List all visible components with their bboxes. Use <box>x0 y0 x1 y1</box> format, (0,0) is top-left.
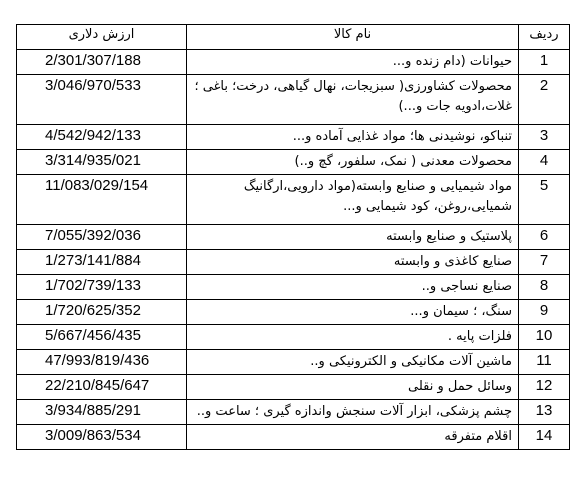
row-number: 6 <box>519 225 570 250</box>
item-name: اقلام متفرقه <box>187 425 519 450</box>
item-name: محصولات معدنی ( نمک، سلفور، گچ و..) <box>187 150 519 175</box>
dollar-value: 3/314/935/021 <box>17 150 187 175</box>
row-number: 10 <box>519 325 570 350</box>
item-name: پلاستیک و صنایع وابسته <box>187 225 519 250</box>
row-number: 2 <box>519 75 570 125</box>
dollar-value: 5/667/456/435 <box>17 325 187 350</box>
table-header-row <box>17 25 570 50</box>
table-row <box>17 325 570 350</box>
row-number: 9 <box>519 300 570 325</box>
row-number: 5 <box>519 175 570 225</box>
item-name: فلزات پایه . <box>187 325 519 350</box>
table-row <box>17 150 570 175</box>
export-value-table <box>16 24 570 450</box>
item-name: صنایع کاغذی و وابسته <box>187 250 519 275</box>
item-name: صنایع نساجی و.. <box>187 275 519 300</box>
table-row <box>17 50 570 75</box>
dollar-value: 1/720/625/352 <box>17 300 187 325</box>
row-number: 1 <box>519 50 570 75</box>
row-number: 11 <box>519 350 570 375</box>
dollar-value: 47/993/819/436 <box>17 350 187 375</box>
table-row <box>17 375 570 400</box>
item-name: تنباکو، نوشیدنی ها؛ مواد غذایی آماده و... <box>187 125 519 150</box>
header-dollar-value: ارزش دلاری <box>17 25 187 50</box>
table-row <box>17 225 570 250</box>
dollar-value: 1/702/739/133 <box>17 275 187 300</box>
item-name: ماشین آلات مکانیکی و الکترونیکی و.. <box>187 350 519 375</box>
dollar-value: 11/083/029/154 <box>17 175 187 225</box>
table-row <box>17 275 570 300</box>
row-number: 8 <box>519 275 570 300</box>
dollar-value: 4/542/942/133 <box>17 125 187 150</box>
table-row <box>17 300 570 325</box>
item-name: محصولات کشاورزی( سبزیجات، نهال گیاهی، درخت؛ باغی ؛ غلات،ادویه جات و...) <box>187 75 519 125</box>
dollar-value: 1/273/141/884 <box>17 250 187 275</box>
table-row <box>17 350 570 375</box>
table-row <box>17 75 570 125</box>
item-name: مواد شیمیایی و صنایع وابسته(مواد دارویی،ارگانیگ شمیایی،روغن، کود شیمایی و... <box>187 175 519 225</box>
table-row <box>17 250 570 275</box>
row-number: 4 <box>519 150 570 175</box>
table-row <box>17 175 570 225</box>
table-row <box>17 425 570 450</box>
row-number: 7 <box>519 250 570 275</box>
item-name: سنگ، ؛ سیمان و... <box>187 300 519 325</box>
dollar-value: 2/301/307/188 <box>17 50 187 75</box>
dollar-value: 22/210/845/647 <box>17 375 187 400</box>
header-item-name: نام کالا <box>187 25 519 50</box>
item-name: حیوانات (دام زنده و... <box>187 50 519 75</box>
item-name: چشم پزشکی، ابزار آلات سنجش واندازه گیری ؛ ساعت و.. <box>187 400 519 425</box>
row-number: 13 <box>519 400 570 425</box>
row-number: 14 <box>519 425 570 450</box>
item-name: وسائل حمل و نقلی <box>187 375 519 400</box>
row-number: 12 <box>519 375 570 400</box>
row-number: 3 <box>519 125 570 150</box>
dollar-value: 3/009/863/534 <box>17 425 187 450</box>
table-row <box>17 125 570 150</box>
dollar-value: 7/055/392/036 <box>17 225 187 250</box>
dollar-value: 3/934/885/291 <box>17 400 187 425</box>
header-row-number: ردیف <box>519 25 570 50</box>
table-row <box>17 400 570 425</box>
dollar-value: 3/046/970/533 <box>17 75 187 125</box>
